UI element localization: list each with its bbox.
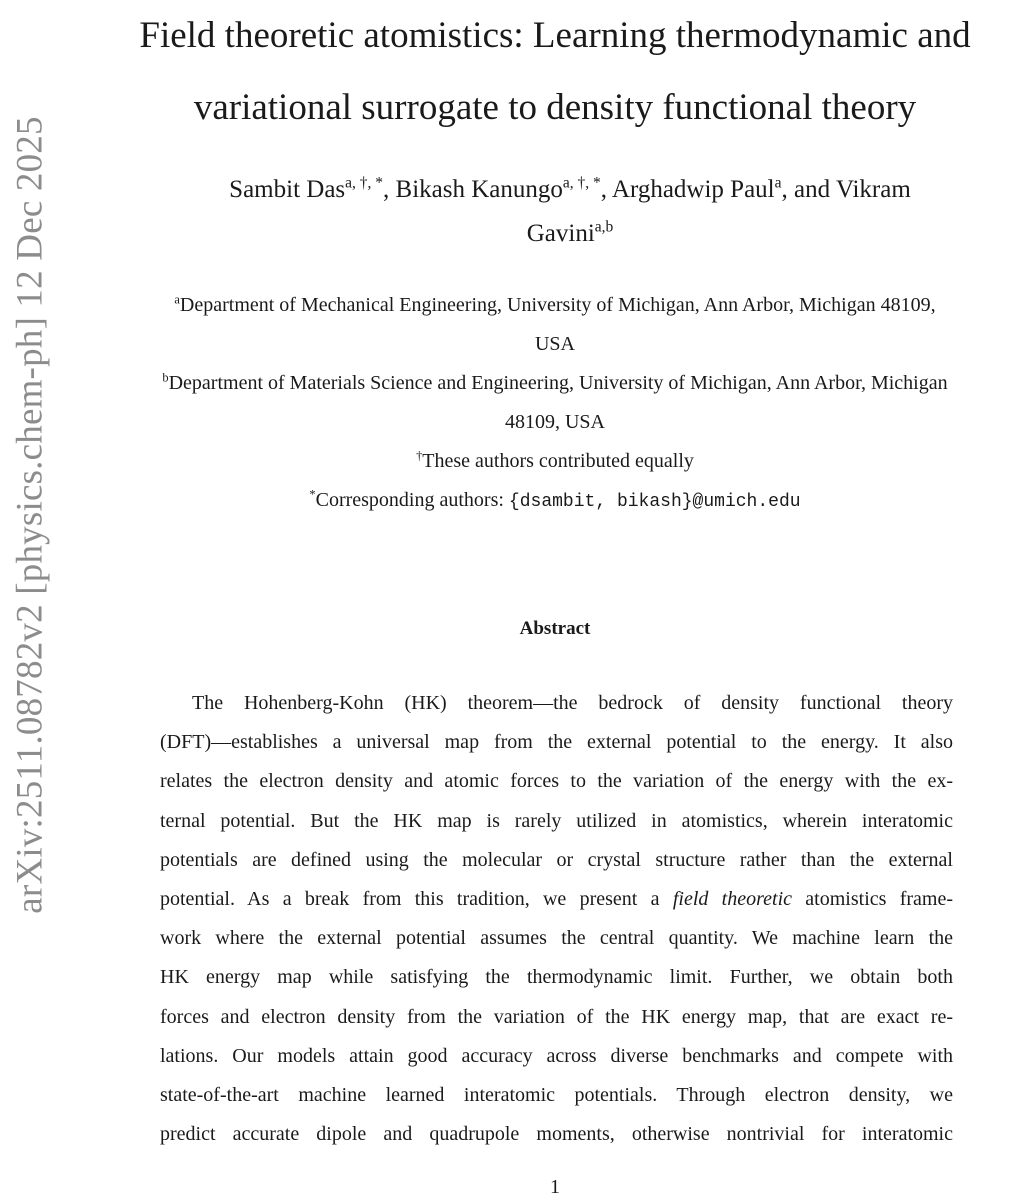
author-name: Arghadwip Paul <box>611 176 775 203</box>
arxiv-identifier-text: arXiv:2511.08782v2 [physics.chem-ph] 12 Dec 2025 <box>9 116 51 914</box>
author-separator: , and <box>781 176 836 203</box>
abstract-line: HK energy map while satisfying the thermodynamic limit. Further, we obtain both <box>160 966 953 989</box>
abstract-line: predict accurate dipole and quadrupole moments, otherwise nontrivial for interatomic <box>160 1123 953 1146</box>
affiliation-a <box>100 286 1010 364</box>
abstract-line: ternal potential. But the HK map is rarely utilized in atomistics, wherein interatomic <box>160 809 953 832</box>
abstract-line: state-of-the-art machine learned interatomic potentials. Through electron density, we <box>160 1083 953 1106</box>
title-line-1: Field theoretic atomistics: Learning thermodynamic and <box>139 15 971 56</box>
author-list <box>130 168 1010 256</box>
author-separator: , <box>600 176 612 203</box>
affiliation-mark: a <box>174 292 180 307</box>
asterisk-mark: * <box>309 487 316 502</box>
title-line-2: variational surrogate to density functional theory <box>193 87 917 128</box>
author-affiliation-marks: a, †, * <box>345 174 384 192</box>
arxiv-identifier-stamp <box>0 80 60 950</box>
author-name: Sambit Das <box>229 176 346 203</box>
abstract-line: relates the electron density and atomic forces to the variation of the energy with the ex- <box>160 770 953 793</box>
author-separator: , <box>383 176 396 203</box>
page-number: 1 <box>550 1176 560 1198</box>
abstract-line: lations. Our models attain good accuracy across diverse benchmarks and compete with <box>160 1044 953 1067</box>
author-affiliation-marks: a <box>774 174 782 192</box>
abstract-line: (DFT)—establishes a universal map from the external potential to the energy. It also <box>160 731 953 754</box>
emphasis-field-theoretic: field theoretic <box>672 887 793 910</box>
equal-contribution-note <box>100 442 1010 481</box>
abstract-line <box>160 880 953 919</box>
affiliation-text-cont: 48109, USA <box>504 411 605 433</box>
author-affiliation-marks: a,b <box>594 218 614 236</box>
abstract-body <box>160 684 953 1154</box>
abstract-line-text: atomistics frame- <box>792 887 953 910</box>
abstract-line: work where the external potential assumes the central quantity. We machine learn the <box>160 927 953 950</box>
paper-title <box>100 0 1010 144</box>
abstract-line: forces and electron density from the variation of the HK energy map, that are exact re- <box>160 1005 953 1028</box>
affiliation-text: Department of Mechanical Engineering, University of Michigan, Ann Arbor, Michigan 48109, <box>179 294 936 316</box>
affiliation-mark: b <box>162 370 169 385</box>
affiliation-b <box>100 364 1010 442</box>
affiliation-text: Department of Materials Science and Engineering, University of Michigan, Ann Arbor, Michigan <box>168 372 948 394</box>
abstract-line: potentials are defined using the molecular or crystal structure rather than the external <box>160 848 953 871</box>
corresponding-label: Corresponding authors: <box>315 489 509 511</box>
author-affiliation-marks: a, †, * <box>562 174 601 192</box>
dagger-mark: † <box>416 448 423 463</box>
abstract-line: The Hohenberg-Kohn (HK) theorem—the bedrock of density functional theory <box>192 692 953 714</box>
author-name: Bikash Kanungo <box>395 176 563 203</box>
author-name: Vikram <box>835 176 911 203</box>
author-name: Gavini <box>526 220 595 247</box>
abstract-heading: Abstract <box>519 618 591 639</box>
corresponding-authors-note <box>100 481 1010 522</box>
affiliation-text-cont: USA <box>534 333 575 355</box>
abstract-line-text: potential. As a break from this tradition, we present a <box>160 887 673 910</box>
corresponding-emails[interactable]: {dsambit, bikash}@umich.edu <box>508 492 801 512</box>
equal-contribution-text: These authors contributed equally <box>422 450 694 472</box>
